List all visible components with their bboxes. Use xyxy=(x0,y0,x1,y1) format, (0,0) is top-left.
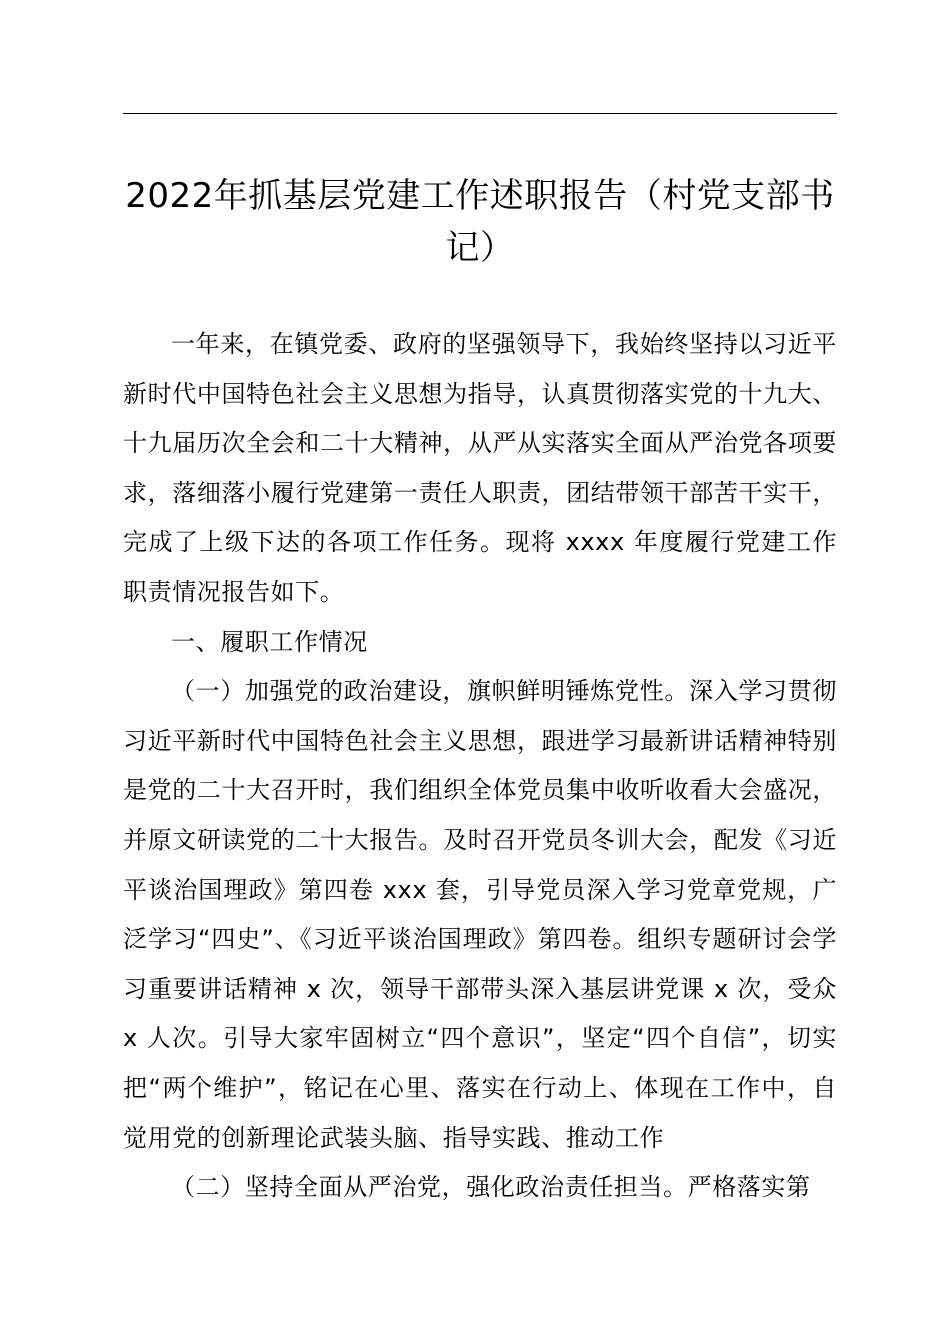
header-rule xyxy=(123,113,837,114)
section-heading-1: 一、履职工作情况 xyxy=(171,627,368,656)
document-body xyxy=(123,320,837,1213)
subsection-paragraph-2: （二）坚持全面从严治党，强化政治责任担当。严格落实第 xyxy=(171,1173,811,1202)
document-title: 2022年抓基层党建工作述职报告（村党支部书记） xyxy=(125,176,835,268)
intro-paragraph: 一年来，在镇党委、政府的坚强领导下，我始终坚持以习近平新时代中国特色社会主义思想为指导，认真贯彻落实党的十九大、十九届历次全会和二十大精神，从严从实落实全面从严治党各项要求，落细落小履行党建第一责任人职责，团结带领干部苦干实干，完成了上级下达的各项工作任务。现将 xxxx 年度履行党建工作职责情况报告如下。 xyxy=(123,330,837,606)
subsection-paragraph-1: （一）加强党的政治建设，旗帜鲜明锤炼党性。深入学习贯彻习近平新时代中国特色社会主义思想，跟进学习最新讲话精神特别是党的二十大召开时，我们组织全体党员集中收听收看大会盛况，并原文研读党的二十大报告。及时召开党员冬训大会，配发《习近平谈治国理政》第四卷 xxx 套，引导党员深入学习党章党规，广泛学习“四史”、《习近平谈治国理政》第四卷。组织专题研讨会学习重要讲话精神 x 次，领导干部带头深入基层讲党课 x 次，受众 x 人次。引导大家牢固树立“四个意识”，坚定“四个自信”，切实把“两个维护”，铭记在心里、落实在行动上、体现在工作中，自觉用党的创新理论武装头脑、指导实践、推动工作 xyxy=(123,677,837,1152)
